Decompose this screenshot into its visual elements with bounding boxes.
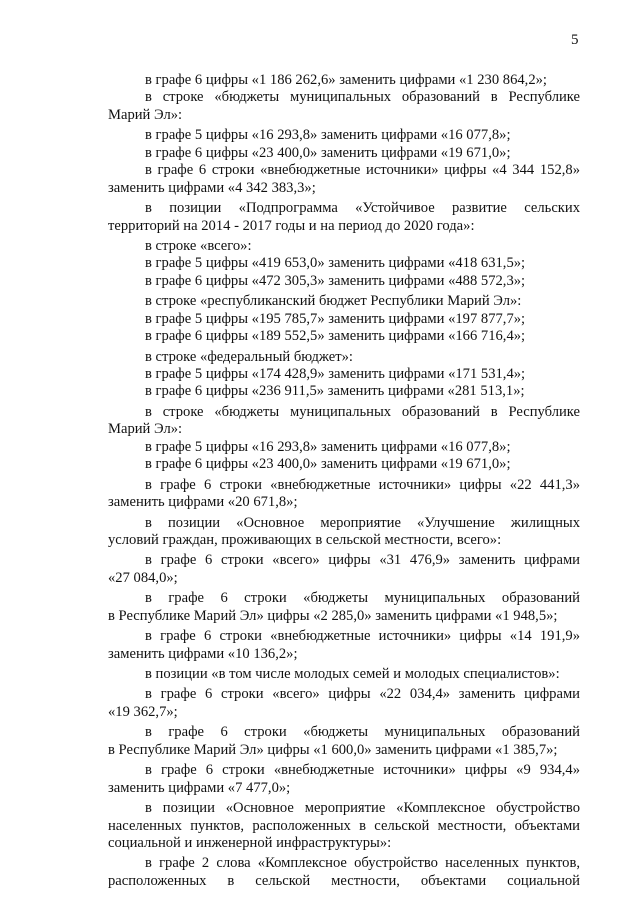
text-line: расположенных в сельской местности, объектами социальной	[108, 872, 580, 889]
text-line: в графе 6 цифры «1 186 262,6» заменить цифрами «1 230 864,2»;	[145, 72, 547, 88]
text-line: в строке «всего»:	[145, 237, 252, 254]
text-line: в графе 6 строки «внебюджетные источники» цифры «9 934,4»	[145, 762, 580, 779]
text-line: заменить цифрами «4 342 383,3»;	[108, 179, 316, 196]
text-line: «19 362,7»;	[108, 703, 178, 720]
text-line: в графе 6 строки «внебюджетные источники» цифры «4 344 152,8»	[145, 162, 580, 179]
text-line: «27 084,0»;	[108, 569, 178, 586]
document-body	[108, 72, 580, 890]
text-line: в графе 5 цифры «16 293,8» заменить цифрами «16 077,8»;	[145, 127, 511, 144]
text-line: Марий Эл»:	[108, 421, 183, 438]
text-line: в графе 6 строки «всего» цифры «31 476,9» заменить цифрами	[145, 552, 580, 569]
text-line: заменить цифрами «10 136,2»;	[108, 645, 298, 662]
text-line: заменить цифрами «7 477,0»;	[108, 779, 291, 796]
text-line: в позиции «Подпрограмма «Устойчивое развитие сельских	[145, 200, 580, 217]
text-line: территорий на 2014 - 2017 годы и на период до 2020 года»:	[108, 217, 475, 234]
text-line: в графе 6 строки «внебюджетные источники» цифры «14 191,9»	[145, 628, 580, 645]
text-line: в графе 6 цифры «472 305,3» заменить цифрами «488 572,3»;	[145, 272, 526, 289]
text-line: в графе 5 цифры «419 653,0» заменить цифрами «418 631,5»;	[145, 255, 526, 272]
text-line: в позиции «в том числе молодых семей и молодых специалистов»:	[145, 666, 560, 682]
text-line: в графе 6 строки «бюджеты муниципальных образований	[145, 590, 580, 607]
text-line: социальной и инженерной инфраструктуры»:	[108, 834, 392, 851]
text-line: в графе 6 цифры «23 400,0» заменить цифрами «19 671,0»;	[145, 144, 511, 161]
text-line: в графе 6 цифры «236 911,5» заменить цифрами «281 513,1»;	[145, 383, 525, 400]
text-line: условий граждан, проживающих в сельской местности, всего»:	[108, 531, 502, 548]
text-line: в строке «республиканский бюджет Республики Марий Эл»:	[145, 293, 522, 310]
page-number: 5	[571, 32, 579, 48]
text-line: в графе 5 цифры «174 428,9» заменить цифрами «171 531,4»;	[145, 366, 526, 382]
text-line: в графе 6 строки «бюджеты муниципальных образований	[145, 724, 580, 741]
text-line: в Республике Марий Эл» цифры «2 285,0» заменить цифрами «1 948,5»;	[108, 607, 558, 624]
text-line: населенных пунктов, расположенных в сельской местности, объектами	[108, 817, 580, 834]
text-line: Марий Эл»:	[108, 106, 183, 123]
text-line: в позиции «Основное мероприятие «Улучшение жилищных	[145, 514, 580, 531]
text-line: в графе 6 цифры «23 400,0» заменить цифрами «19 671,0»;	[145, 456, 511, 473]
text-line: заменить цифрами «20 671,8»;	[108, 494, 298, 511]
text-line: в графе 2 слова «Комплексное обустройство населенных пунктов,	[145, 855, 580, 872]
text-line: в позиции «Основное мероприятие «Комплексное обустройство	[145, 800, 580, 817]
text-line: в графе 5 цифры «195 785,7» заменить цифрами «197 877,7»;	[145, 310, 526, 327]
text-line: в графе 6 строки «внебюджетные источники» цифры «22 441,3»	[145, 476, 580, 493]
text-line: в графе 6 цифры «189 552,5» заменить цифрами «166 716,4»;	[145, 328, 526, 345]
text-line: в графе 6 строки «всего» цифры «22 034,4» заменить цифрами	[145, 686, 580, 703]
text-line: в строке «бюджеты муниципальных образований в Республике	[145, 403, 580, 420]
text-line: в графе 5 цифры «16 293,8» заменить цифрами «16 077,8»;	[145, 438, 511, 455]
text-line: в Республике Марий Эл» цифры «1 600,0» заменить цифрами «1 385,7»;	[108, 741, 558, 758]
text-line: в строке «федеральный бюджет»:	[145, 348, 353, 365]
text-line: в строке «бюджеты муниципальных образований в Республике	[145, 89, 580, 106]
